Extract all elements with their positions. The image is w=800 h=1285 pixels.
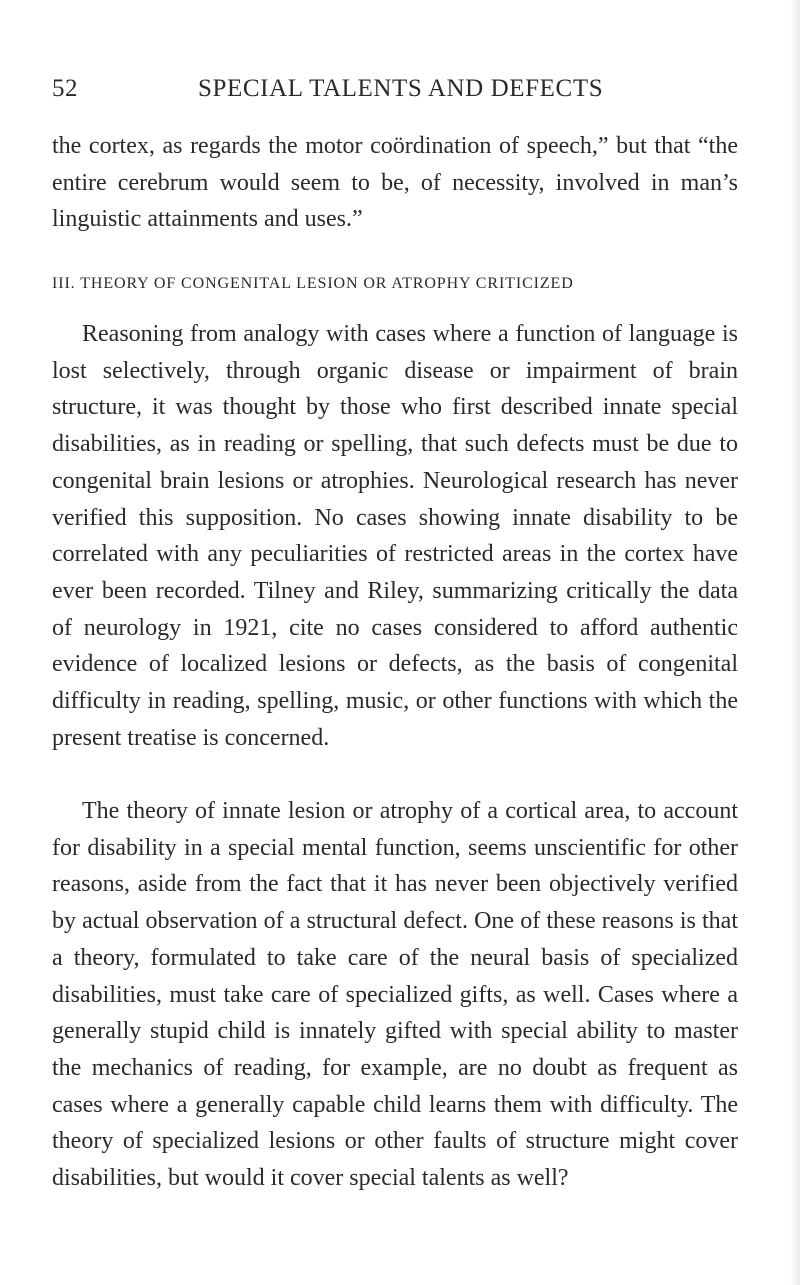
paragraph-theory: The theory of innate lesion or atrophy of a cortical area, to account for disability in a special mental function, seems unscientific for other reasons, aside from the fact that it has never been objectively verified by actual observation of a structural defect. One of these reasons is that a theory, formulated to take care of the neural basis of specialized disabilities, must take care of specialized gifts, as well. Cases where a generally stupid child is innately gifted with special ability to master the mechanics of reading, for example, are no doubt as frequent as cases where a generally capable child learns them with difficulty. The theory of specialized lesions or other faults of structure might cover disabilities, but would it cover special talents as well? xyxy=(52,798,738,1192)
page-number: 52 xyxy=(52,75,78,102)
section-heading: III. THEORY OF CONGENITAL LESION OR ATROPHY CRITICIZED xyxy=(52,275,574,292)
page-edge-shadow xyxy=(790,0,800,1285)
paragraph-continued: the cortex, as regards the motor coördination of speech,” but that “the entire cerebrum would seem to be, of necessity, involved in man’s linguistic attainments and uses.” xyxy=(52,133,738,233)
paragraph-reasoning: Reasoning from analogy with cases where a function of language is lost selectively, through organic disease or impairment of brain structure, it was thought by those who first described innate special disabilities, as in reading or spelling, that such defects must be due to congenital brain lesions or atrophies. Neurological research has never verified this supposition. No cases showing innate disability to be correlated with any peculiarities of restricted areas in the cortex have ever been recorded. Tilney and Riley, summarizing critically the data of neurology in 1921, cite no cases considered to afford authentic evidence of localized lesions or defects, as the basis of congenital difficulty in reading, spelling, music, or other functions with which the present treatise is concerned. xyxy=(52,321,738,751)
running-head: SPECIAL TALENTS AND DEFECTS xyxy=(198,75,604,102)
